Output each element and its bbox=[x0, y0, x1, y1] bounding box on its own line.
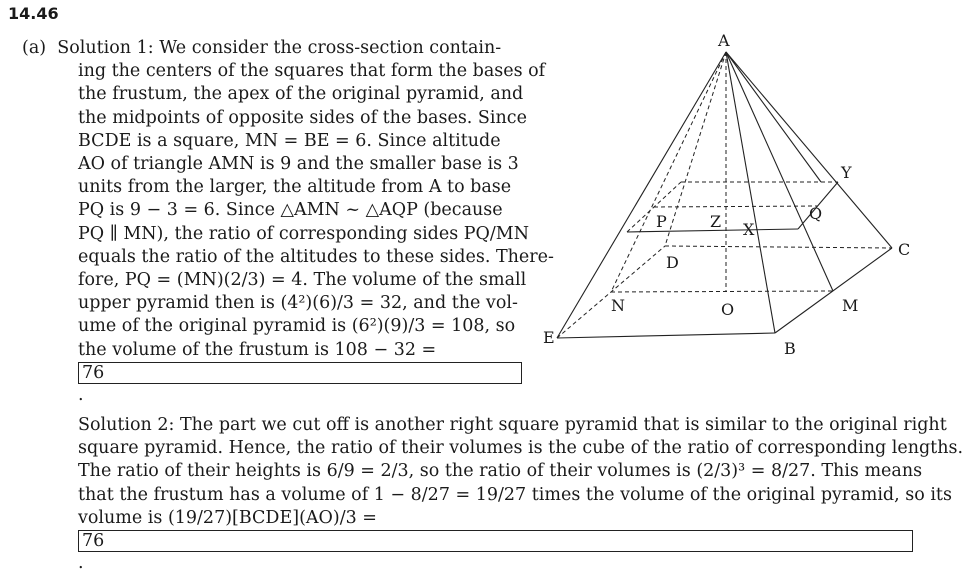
text-line: units from the larger, the altitude from A to base bbox=[78, 177, 512, 198]
text-line: the volume of the frustum is 108 − 32 = 76 . bbox=[14, 339, 522, 407]
segment-AY bbox=[726, 52, 821, 182]
text-line: square pyramid. Hence, the ratio of their volumes is the cube of the ratio of corresponding lengths. bbox=[78, 438, 963, 459]
label-D: D bbox=[666, 253, 679, 272]
edge-DC-hidden bbox=[665, 246, 892, 248]
text-line: PQ ∥ MN), the ratio of corresponding sides PQ/MN bbox=[78, 223, 530, 244]
label-N: N bbox=[611, 296, 625, 315]
text-line: upper pyramid then is (4²)(6)/3 = 32, and the vol- bbox=[78, 293, 518, 314]
text-line: equals the ratio of the altitudes to these sides. There- bbox=[78, 246, 554, 267]
pyramid-diagram bbox=[545, 24, 920, 364]
edge-BC bbox=[775, 248, 892, 333]
text-line: fore, PQ = (MN)(2/3) = 4. The volume of the small bbox=[78, 270, 527, 291]
final-line-text: volume is (19/27)[BCDE](AO)/3 = bbox=[78, 507, 377, 528]
problem-number: 14.46 bbox=[8, 4, 59, 23]
label-X: X bbox=[743, 220, 755, 239]
text-line: the midpoints of opposite sides of the bases. Since bbox=[78, 107, 527, 128]
segment-NM-hidden bbox=[611, 291, 833, 292]
edge-EB bbox=[557, 333, 775, 338]
label-B: B bbox=[784, 339, 796, 358]
text-line: volume is (19/27)[BCDE](AO)/3 = 76 . bbox=[78, 507, 913, 575]
point-labels bbox=[543, 31, 910, 358]
label-E: E bbox=[543, 328, 555, 347]
text-line bbox=[14, 37, 522, 60]
edge-AE bbox=[557, 52, 726, 338]
segment-PQ bbox=[654, 206, 818, 207]
text-line: The ratio of their heights is 6/9 = 2/3, so the ratio of their volumes is (2/3)³ = 8/27. This means bbox=[78, 461, 923, 482]
label-C: C bbox=[898, 240, 911, 259]
text-line: the frustum, the apex of the original pyramid, and bbox=[78, 84, 524, 105]
label-Z: Z bbox=[710, 212, 722, 231]
text-line: Solution 2: The part we cut off is another right square pyramid that is similar to the original right bbox=[78, 415, 947, 435]
text-line: BCDE is a square, MN = BE = 6. Since altitude bbox=[78, 130, 501, 151]
solution-2-text bbox=[78, 414, 963, 575]
text-line: ing the centers of the squares that form the bases of bbox=[78, 61, 546, 82]
label-P: P bbox=[656, 212, 667, 231]
answer-box: 76 bbox=[78, 530, 913, 552]
final-line-text: the volume of the frustum is 108 − 32 = bbox=[78, 339, 437, 360]
text-line: ume of the original pyramid is (6²)(9)/3 = 108, so bbox=[78, 316, 516, 337]
label-A: A bbox=[718, 31, 730, 50]
text-line: AO of triangle AMN is 9 and the smaller base is 3 bbox=[78, 154, 519, 175]
answer-box: 76 bbox=[78, 362, 522, 384]
line-text: Solution 1: We consider the cross-section contain- bbox=[57, 38, 502, 58]
label-O: O bbox=[721, 300, 735, 319]
part-a-text bbox=[14, 37, 554, 407]
part-label: (a) bbox=[22, 38, 47, 58]
label-Y: Y bbox=[841, 163, 852, 182]
segment-AM bbox=[726, 52, 833, 291]
text-line: that the frustum has a volume of 1 − 8/27 = 19/27 times the volume of the original pyramid, so its bbox=[78, 484, 952, 505]
label-M: M bbox=[842, 296, 859, 315]
text-line: PQ is 9 − 3 = 6. Since △AMN ~ △AQP (because bbox=[78, 200, 503, 221]
label-Q: Q bbox=[809, 204, 823, 223]
